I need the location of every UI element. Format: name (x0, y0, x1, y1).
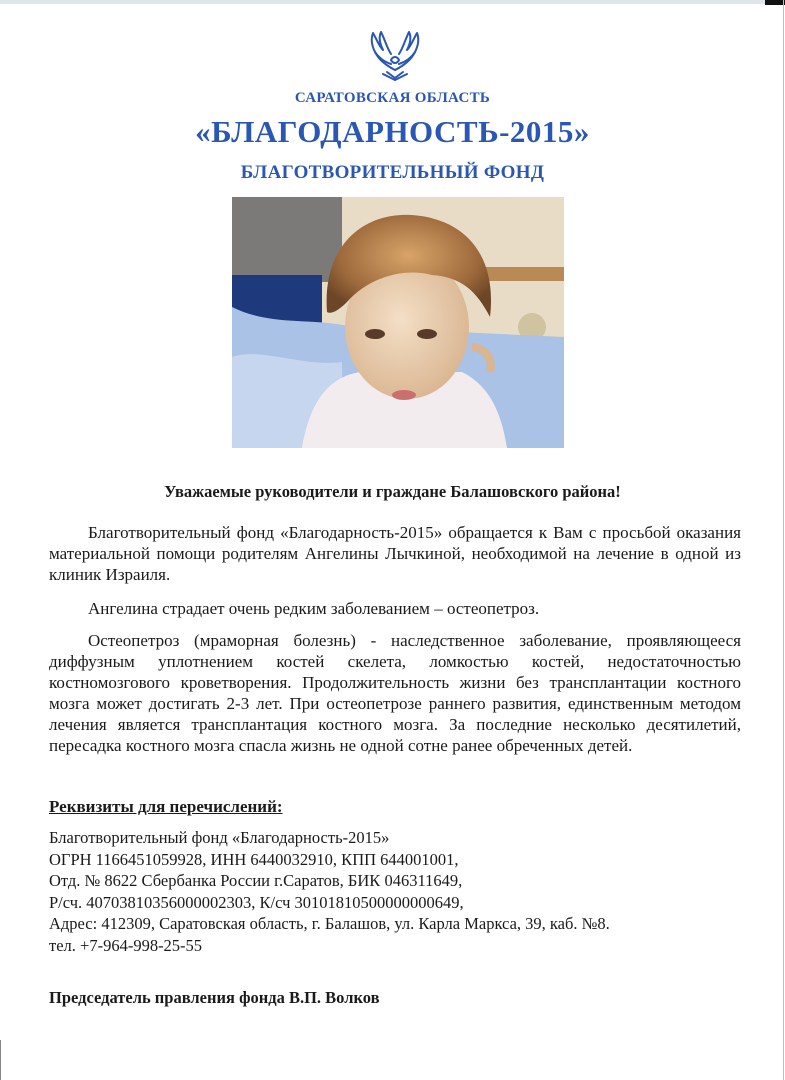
scan-edge-left (0, 1040, 1, 1080)
chairman-signature: Председатель правления фонда В.П. Волков (49, 988, 380, 1007)
letter-greeting: Уважаемые руководители и граждане Балашовского района! (164, 482, 621, 501)
requisites-heading: Реквизиты для перечислений: (49, 797, 283, 816)
scan-corner-artifact (765, 0, 785, 5)
requisite-phone: тел. +7-964-998-25-55 (49, 935, 203, 955)
requisite-bank-branch: Отд. № 8622 Сбербанка России г.Саратов, БИК 046311649, (49, 871, 463, 890)
foundation-subtitle: БЛАГОТВОРИТЕЛЬНЫЙ ФОНД (240, 162, 545, 183)
paragraph-text: Благотворительный фонд «Благодарность-2015» обращается к Вам с просьбой оказания материальной помощи родителям Ангелины Лычкиной, необходимой на лечение в одной из клиник Израиля. (49, 523, 741, 584)
phoenix-bird-logo-icon (365, 30, 425, 82)
letter-paragraph-diagnosis (49, 598, 741, 619)
requisite-accounts: Р/сч. 40703810356000002303, К/сч 30101810500000000649, (49, 892, 464, 912)
letter-paragraph-appeal (49, 522, 741, 585)
region-label: САРАТОВСКАЯ ОБЛАСТЬ (294, 90, 491, 106)
paragraph-text: Остеопетроз (мраморная болезнь) - наследственное заболевание, проявляющееся диффузным уплотнением костей скелета, ломкостью костей, недостаточностью костномозгового кроветворения. Продолжительность жизни без трансплантации костного мозга может достигать 2-3 лет. При остеопетрозе раннего развития, единственным методом лечения является трансплантация костного мозга. За последние несколько десятилетий, пересадка костного мозга спасла жизнь не одной сотне ранее обреченных детей. (49, 631, 741, 755)
requisite-registration-numbers: ОГРН 1166451059928, ИНН 6440032910, КПП 644001001, (49, 849, 459, 869)
child-photo (232, 197, 564, 448)
requisite-address: Адрес: 412309, Саратовская область, г. Балашов, ул. Карла Маркса, 39, каб. №8. (49, 914, 610, 933)
foundation-title: «БЛАГОДАРНОСТЬ-2015» (195, 114, 590, 149)
paragraph-text: Ангелина страдает очень редким заболеванием – остеопетроз. (88, 599, 540, 618)
letter-paragraph-disease-info (49, 630, 741, 756)
requisites-block (49, 827, 610, 956)
scan-edge-top (0, 0, 765, 4)
requisite-foundation-name: Благотворительный фонд «Благодарность-2015» (49, 828, 390, 847)
